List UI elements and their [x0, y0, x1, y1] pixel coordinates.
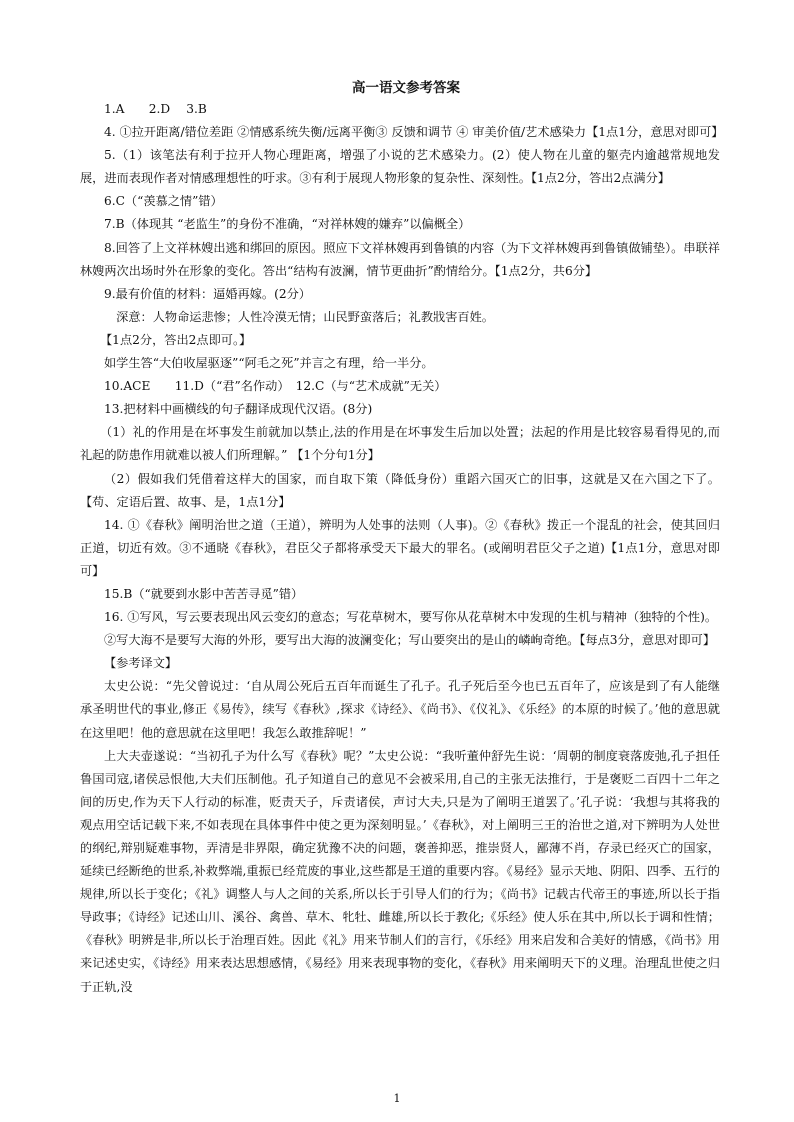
answer-paragraph: 16. ①写风，写云要表现出风云变幻的意态；写花草树木，要写你从花草树木中发现的生机与精神（独特的个性)。	[104, 610, 718, 625]
document-page	[80, 78, 724, 999]
answer-paragraph: 4. ①拉开距离/错位差距 ②情感系统失衡/远离平衡③ 反馈和调节 ④ 审美价值/艺术感染力【1点1分，意思对即可】	[104, 125, 724, 140]
answer-paragraph: ②写大海不是要写大海的外形，要写出大海的波澜变化；写山要突出的是山的嶙峋奇绝。【每点3分，意思对即可】	[104, 633, 716, 648]
answer-paragraph: 13.把材料中画横线的句子翻译成现代汉语。(8分)	[104, 402, 373, 417]
answer-paragraph: 6.C（“羡慕之情”错）	[104, 194, 223, 209]
answer-paragraph: 10.ACE 11.D（“君”名作动） 12.C（与“艺术成就”无关）	[104, 379, 447, 394]
answer-paragraph: 太史公说：“先父曾说过：‘自从周公死后五百年而诞生了孔子。孔子死后至今也已五百年了，应该是到了有人能继承圣明世代的事业,修正《易传》，续写《春秋》,探求《诗经》、《尚书》、《仪礼》、《乐经》的本原的时候了。’他的意思就在这里吧！他的意思就在这里吧！我怎么敢推辞呢！”	[80, 679, 720, 740]
answer-paragraph: 【1点2分，答出2点即可。】	[100, 332, 252, 347]
answer-paragraph: 8.回答了上文祥林嫂出逃和绑回的原因。照应下文祥林嫂再到鲁镇的内容（为下文祥林嫂再到鲁镇做铺垫）。串联祥林嫂两次出场时外在形象的变化。答出“结构有波澜，情节更曲折”酌情给分。【1点2分，共6分】	[80, 240, 720, 278]
answer-paragraph: 深意：人物命运悲惨；人性冷漠无情；山民野蛮落后；礼教戕害百姓。	[104, 309, 494, 324]
answer-paragraph: 上大夫壶遂说：“当初孔子为什么写《春秋》呢？”太史公说：“我听董仲舒先生说：‘周朝的制度衰落废弛,孔子担任鲁国司寇,诸侯忌恨他,大夫们压制他。孔子知道自己的意见不会被采用,自己的主张无法推行，于是褒贬二百四十二年之间的历史,作为天下人行动的标准，贬责天子，斥责诸侯，声讨大夫,只是为了阐明王道罢了。’孔子说：‘我想与其将我的观点用空话记载下来,不如表现在具体事件中使之更为深刻明显。’《春秋》，对上阐明三王的治世之道,对下辨明为人处世的纲纪,辩别疑难事物，弄清是非界限，确定犹豫不决的问题，褒善抑恶，推崇贤人，鄙薄不肖，存录已经灭亡的国家，延续已经断绝的世系,补救弊端,重振已经荒废的事业,这些都是王道的重要内容。《易经》显示天地、阴阳、四季、五行的规律,所以长于变化；《礼》调整人与人之间的关系,所以长于引导人们的行为；《尚书》记载古代帝王的事迹,所以长于指导政事；《诗经》记述山川、溪谷、禽兽、草木、牝牡、雌雄,所以长于教化;《乐经》使人乐在其中,所以长于调和性情；《春秋》明辨是非,所以长于治理百姓。因此《礼》用来节制人们的言行，《乐经》用来启发和合美好的情感，《尚书》用来记述史实，《诗经》用来表达思想感情，《易经》用来表现事物的变化，《春秋》用来阐明天下的义理。治理乱世使之归于正轨,没	[80, 748, 720, 994]
answer-paragraph: 5.（1）该笔法有利于拉开人物心理距离，增强了小说的艺术感染力。(2）使人物在儿童的躯壳内逾越常规地发展，进而表现作者对情感理想性的吁求。③有利于展现人物形象的复杂性、深刻性。【1点2分，答出2点满分】	[80, 148, 720, 186]
document-title: 高一语文参考答案	[352, 80, 460, 96]
answer-paragraph: 7.B（体现其 “老监生”的身份不准确，“对祥林嫂的嫌弃”以偏概全）	[104, 217, 471, 232]
answer-paragraph: 9.最有价值的材料：逼婚再嫁。(2分）	[104, 286, 311, 301]
answer-body	[80, 98, 724, 999]
answer-paragraph: （1）礼的作用是在坏事发生前就加以禁止,法的作用是在坏事发生后加以处置；法起的作用是比较容易看得见的,而礼起的防患作用就难以被人们所理解。” 【1个分句1分】	[80, 425, 720, 463]
answer-paragraph: 15.B（“就要到水影中苦苦寻觅”错）	[104, 586, 304, 601]
answer-paragraph: 【参考译文】	[104, 656, 178, 671]
answer-paragraph: 如学生答“大伯收屋驱逐”“阿毛之死”并言之有理，给一半分。	[104, 356, 434, 371]
answer-paragraph: （2）假如我们凭借着这样大的国家，而自取下策（降低身份）重蹈六国灭亡的旧事，这就是又在六国之下了。【苟、定语后置、故事、是，1点1分】	[80, 471, 720, 509]
answer-paragraph: 1.A 2.D 3.B	[104, 102, 207, 116]
page-number: 1	[393, 1092, 401, 1105]
answer-paragraph: 14. ①《春秋》阐明治世之道（王道），辨明为人处事的法则（人事)。②《春秋》拨正一个混乱的社会，使其回归正道，切近有效。③不通晓《春秋》，君臣父子都将承受天下最大的罪名。(或阐明君臣父子之道)【1点1分，意思对即可】	[80, 517, 720, 578]
